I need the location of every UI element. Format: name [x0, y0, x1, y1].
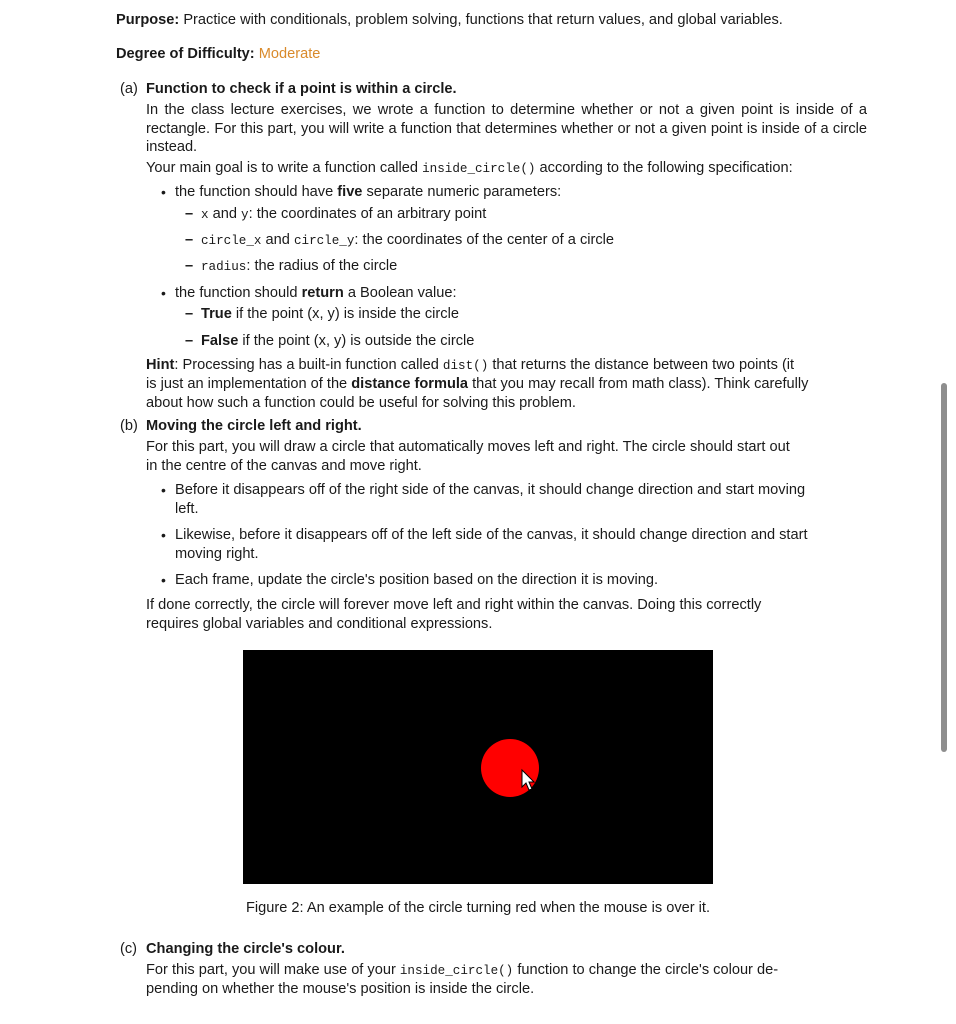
b-bullet-1-line-2: left. [175, 501, 199, 517]
param-circle-y-code: circle_y [293, 234, 355, 248]
part-b-marker: (b) [120, 418, 138, 434]
param-and: and [212, 206, 237, 222]
bullet1-post: separate numeric parameters: [366, 184, 562, 200]
goal-text-pre: Your main goal is to write a function called [146, 160, 419, 176]
purpose-text: Practice with conditionals, problem solving, functions that return values, and global variables. [183, 12, 783, 28]
difficulty-value: Moderate [258, 46, 321, 62]
part-c-line-2: pending on whether the mouse's position is inside the circle. [146, 981, 535, 997]
part-b-outro-1: If done correctly, the circle will forever move left and right within the canvas. Doing this correctly [146, 597, 762, 613]
part-c-title: Changing the circle's colour. [146, 941, 345, 957]
b-bullet-1-line-1: Before it disappears off of the right side of the canvas, it should change direction and start moving [175, 482, 806, 498]
difficulty-label: Degree of Difficulty: [116, 46, 255, 62]
false-text: if the point (x, y) is outside the circle [242, 333, 475, 349]
figure-svg [243, 650, 713, 884]
bullet-dot: • [161, 285, 166, 301]
part-c-line-1 [146, 961, 778, 981]
bullet-dot: • [161, 527, 166, 543]
true-label: True [201, 306, 232, 322]
param-and: and [265, 232, 290, 248]
param-circle-xy [201, 231, 614, 251]
hint-line-2 [146, 375, 808, 394]
hint-line-3: about how such a function could be useful for solving this problem. [146, 395, 576, 411]
b-bullet-2-line-1: Likewise, before it disappears off of the left side of the canvas, it should change direction and start [175, 527, 808, 543]
purpose-line [116, 11, 876, 30]
part-b-title: Moving the circle left and right. [146, 418, 362, 434]
bullet1-pre: the function should have [175, 184, 334, 200]
goal-text-post: according to the following specification: [539, 160, 793, 176]
bullet1-bold: five [337, 184, 363, 200]
param-xy [201, 205, 486, 225]
bullet2-pre: the function should [175, 285, 298, 301]
part-c-line-1-pre: For this part, you will make use of your [146, 962, 396, 978]
dash: – [185, 333, 194, 349]
purpose-label: Purpose: [116, 12, 180, 28]
hint-text-2-post: that you may recall from math class). Think carefully [472, 376, 809, 392]
part-a-marker: (a) [120, 81, 138, 97]
params-bullet [175, 183, 561, 202]
dash: – [185, 306, 194, 322]
figure-caption: Figure 2: An example of the circle turning red when the mouse is over it. [246, 900, 710, 916]
bullet-dot: • [161, 184, 166, 200]
b-bullet-2-line-2: moving right. [175, 546, 259, 562]
bullet2-bold: return [301, 285, 344, 301]
bullet-dot: • [161, 572, 166, 588]
param-x-code: x [201, 208, 209, 222]
part-c-marker: (c) [120, 941, 138, 957]
return-false [201, 332, 474, 351]
true-text: if the point (x, y) is inside the circle [235, 306, 459, 322]
param-y-code: y [241, 208, 249, 222]
part-a-title: Function to check if a point is within a circle. [146, 81, 457, 97]
hint-code: dist() [442, 359, 489, 373]
hint-text-1-pre: : Processing has a built-in function called [174, 357, 439, 373]
false-label: False [201, 333, 239, 349]
part-c-code: inside_circle() [399, 964, 514, 978]
bullet2-post: a Boolean value: [347, 285, 457, 301]
dash: – [185, 206, 194, 222]
part-b-intro-1: For this part, you will draw a circle that automatically moves left and right. The circle should start out [146, 439, 790, 455]
param-radius-text: : the radius of the circle [246, 258, 398, 274]
dash: – [185, 258, 194, 274]
b-bullet-3: Each frame, update the circle's position based on the direction it is moving. [175, 572, 659, 588]
return-bullet [175, 284, 457, 303]
hint-bold: distance formula [351, 376, 469, 392]
param-xy-text: : the coordinates of an arbitrary point [248, 206, 487, 222]
hint-label: Hint [146, 357, 175, 373]
dash: – [185, 232, 194, 248]
part-a-goal [146, 159, 876, 179]
hint-text-1-post: that returns the distance between two points (it [492, 357, 795, 373]
bullet-dot: • [161, 482, 166, 498]
figure-canvas [243, 650, 713, 884]
param-circle-xy-text: : the coordinates of the center of a circle [354, 232, 615, 248]
param-circle-x-code: circle_x [201, 234, 262, 248]
part-b-outro-2: requires global variables and conditional expressions. [146, 616, 493, 632]
difficulty-line [116, 45, 876, 64]
return-true [201, 305, 459, 324]
goal-code: inside_circle() [422, 162, 536, 176]
part-c-line-1-post: function to change the circle's colour de- [517, 962, 779, 978]
hint-text-2-pre: is just an implementation of the [146, 376, 348, 392]
hint-line-1 [146, 356, 794, 376]
part-a-intro: In the class lecture exercises, we wrote a function to determine whether or not a given point is inside of a rectangle. For this part, you will write a function that determines whether or not a given point is inside of a circle instead. [146, 102, 867, 156]
vertical-scrollbar[interactable] [941, 383, 947, 752]
param-radius-code: radius [201, 260, 247, 274]
part-b-intro-2: in the centre of the canvas and move right. [146, 458, 422, 474]
param-radius [201, 257, 397, 277]
